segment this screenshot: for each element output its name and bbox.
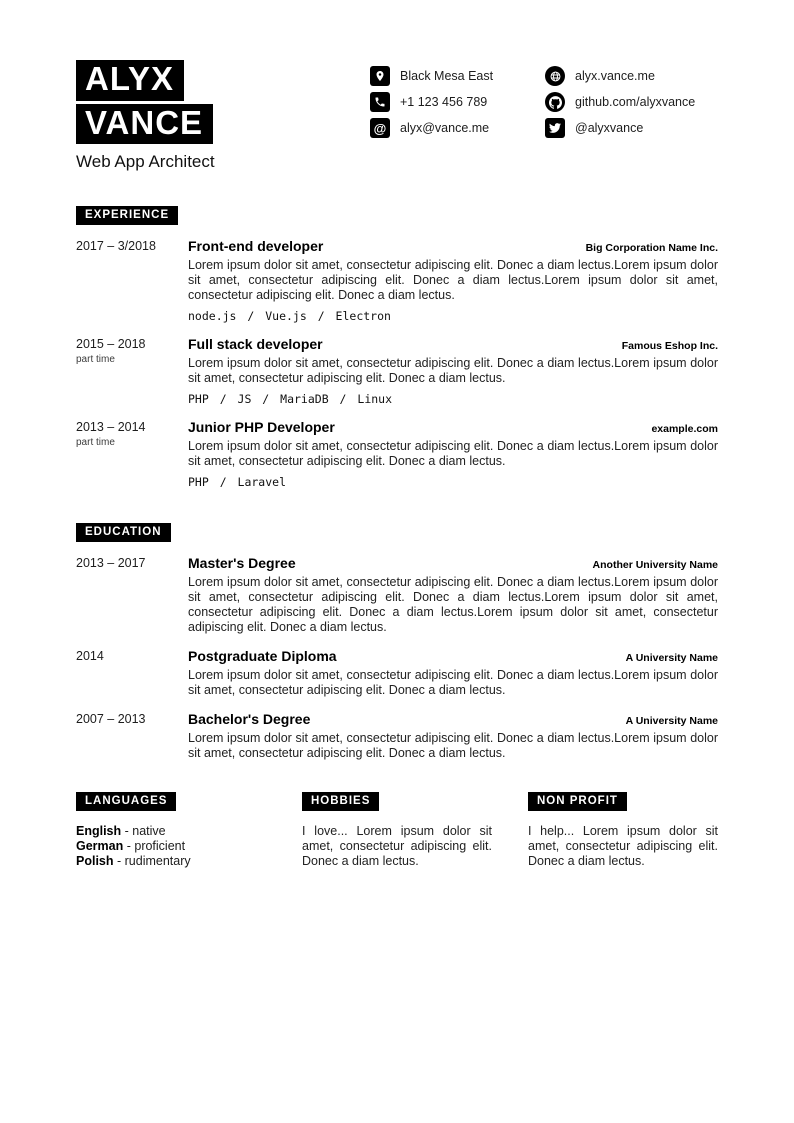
experience-role-title: Front-end developer (188, 238, 324, 255)
bottom-sections (76, 791, 718, 869)
language-name: German (76, 839, 124, 854)
experience-tech-tags: PHP / Laravel (188, 475, 287, 490)
experience-company-name: example.com (651, 423, 718, 436)
name-block (76, 60, 370, 172)
education-degree: Postgraduate Diploma (188, 648, 337, 665)
hobbies-heading: HOBBIES (302, 792, 379, 811)
languages-section (76, 791, 266, 869)
education-school-name: Another University Name (592, 559, 718, 572)
education-school-name: A University Name (625, 715, 718, 728)
experience-period-note: part time (76, 354, 115, 366)
education-period: 2013 – 2017 (76, 556, 146, 571)
hobbies-text: I love... Lorem ipsum dolor sit amet, consectetur adipiscing elit. Donec a diam lectus. (302, 824, 492, 869)
job-title: Web App Architect (76, 152, 215, 172)
experience-period: 2017 – 3/2018 (76, 239, 156, 254)
experience-description: Lorem ipsum dolor sit amet, consectetur adipiscing elit. Donec a diam lectus.Lorem ipsum dolor sit amet, consectetur adipiscing elit. Donec a diam lectus.Lorem ipsum dolor sit amet, consectetur adipiscing elit. Donec a diam lectus. (188, 258, 718, 303)
language-item (76, 854, 266, 869)
contact-twitter-text[interactable]: @alyxvance (575, 121, 644, 135)
first-name: ALYX (76, 60, 184, 101)
experience-heading: EXPERIENCE (76, 206, 178, 225)
language-level: - proficient (126, 839, 186, 854)
experience-role-title: Full stack developer (188, 336, 323, 353)
contact-column-2 (545, 66, 695, 172)
twitter-icon (545, 118, 565, 138)
contact-email (370, 118, 545, 138)
education-description: Lorem ipsum dolor sit amet, consectetur adipiscing elit. Donec a diam lectus.Lorem ipsum dolor sit amet, consectetur adipiscing elit. Donec a diam lectus.Lorem ipsum dolor sit amet, consectetur adipiscing elit. Donec a diam lectus.Lorem ipsum dolor sit amet, consectetur adipiscing elit. Donec a diam lectus. (188, 575, 718, 635)
education-description: Lorem ipsum dolor sit amet, consectetur adipiscing elit. Donec a diam lectus.Lorem ipsum dolor sit amet, consectetur adipiscing elit. Donec a diam lectus. (188, 668, 718, 698)
experience-company-name: Big Corporation Name Inc. (585, 242, 718, 255)
language-item (76, 824, 266, 839)
experience-description: Lorem ipsum dolor sit amet, consectetur adipiscing elit. Donec a diam lectus.Lorem ipsum dolor sit amet, consectetur adipiscing elit. Donec a diam lectus. (188, 356, 718, 386)
experience-item (76, 336, 718, 406)
experience-role-title: Junior PHP Developer (188, 419, 335, 436)
experience-section (76, 205, 718, 489)
language-level: - native (124, 824, 166, 839)
contact-phone (370, 92, 545, 112)
hobbies-section (302, 791, 492, 869)
contact-website (545, 66, 695, 86)
non-profit-heading: NON PROFIT (528, 792, 627, 811)
education-item (76, 555, 718, 635)
contact-location (370, 66, 545, 86)
languages-heading: LANGUAGES (76, 792, 176, 811)
language-level: - rudimentary (117, 854, 191, 869)
experience-item (76, 238, 718, 323)
email-icon: @ (370, 118, 390, 138)
language-name: Polish (76, 854, 114, 869)
experience-item (76, 419, 718, 489)
education-heading: EDUCATION (76, 523, 171, 542)
education-degree: Bachelor's Degree (188, 711, 311, 728)
last-name: VANCE (76, 104, 213, 145)
education-degree: Master's Degree (188, 555, 296, 572)
contact-github (545, 92, 695, 112)
education-item (76, 648, 718, 698)
experience-description: Lorem ipsum dolor sit amet, consectetur adipiscing elit. Donec a diam lectus.Lorem ipsum dolor sit amet, consectetur adipiscing elit. Donec a diam lectus. (188, 439, 718, 469)
contact-github-text[interactable]: github.com/alyxvance (575, 95, 696, 109)
language-item (76, 839, 266, 854)
experience-company-name: Famous Eshop Inc. (621, 340, 718, 353)
github-icon (545, 92, 565, 112)
contact-phone-text[interactable]: +1 123 456 789 (400, 95, 488, 109)
experience-tech-tags: node.js / Vue.js / Electron (188, 309, 391, 324)
experience-period: 2013 – 2014 (76, 420, 146, 435)
experience-tech-tags: PHP / JS / MariaDB / Linux (188, 392, 393, 407)
language-name: English (76, 824, 122, 839)
education-period: 2007 – 2013 (76, 712, 146, 727)
location-icon (370, 66, 390, 86)
education-section (76, 522, 718, 761)
education-item (76, 711, 718, 761)
contact-location-text: Black Mesa East (400, 69, 494, 83)
website-icon (545, 66, 565, 86)
contact-website-text[interactable]: alyx.vance.me (575, 69, 655, 83)
contact-email-text[interactable]: alyx@vance.me (400, 121, 490, 135)
contact-column-1 (370, 66, 545, 172)
phone-icon (370, 92, 390, 112)
non-profit-section (528, 791, 718, 869)
education-description: Lorem ipsum dolor sit amet, consectetur adipiscing elit. Donec a diam lectus.Lorem ipsum dolor sit amet, consectetur adipiscing elit. Donec a diam lectus. (188, 731, 718, 761)
contact-twitter (545, 118, 695, 138)
header (76, 60, 718, 172)
non-profit-text: I help... Lorem ipsum dolor sit amet, consectetur adipiscing elit. Donec a diam lectus. (528, 824, 718, 869)
education-school-name: A University Name (625, 652, 718, 665)
education-period: 2014 (76, 649, 104, 664)
contact-info (370, 66, 718, 172)
experience-period: 2015 – 2018 (76, 337, 146, 352)
experience-period-note: part time (76, 437, 115, 449)
